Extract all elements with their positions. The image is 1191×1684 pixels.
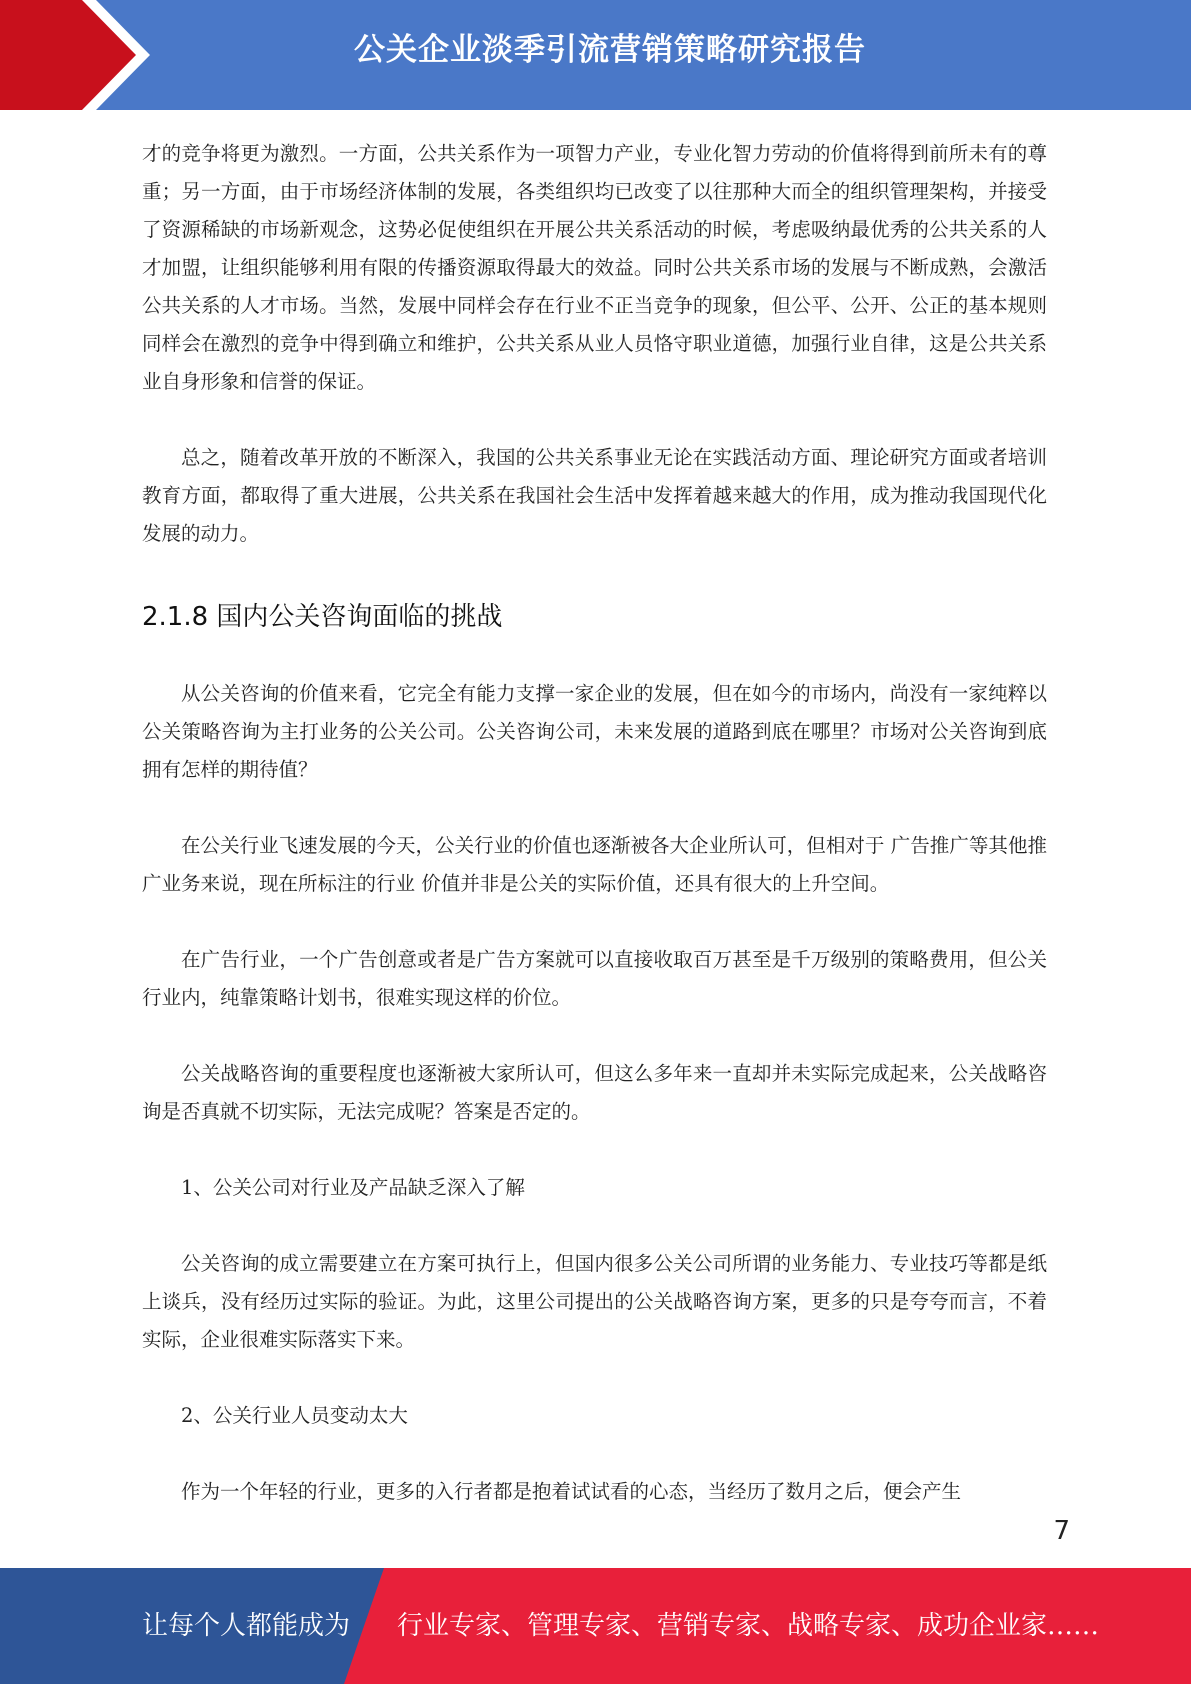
page-number: 7 — [1053, 1516, 1070, 1546]
footer-slogan-left: 让每个人都能成为 — [142, 1611, 351, 1641]
section-heading: 2.1.8 国内公关咨询面临的挑战 — [142, 602, 503, 632]
page-footer — [0, 1568, 1191, 1684]
page-header — [0, 0, 1191, 110]
paragraph: 从公关咨询的价值来看，它完全有能力支撑一家企业的发展，但在如今的市场内，尚没有一家纯粹以公关策略咨询为主打业务的公关公司。公关咨询公司，未来发展的道路到底在哪里？市场对公关咨询到底拥有怎样的期待值？ — [142, 682, 1047, 781]
report-title: 公关企业淡季引流营销策略研究报告 — [354, 32, 866, 68]
list-item-heading: 1、公关公司对行业及产品缺乏深入了解 — [181, 1176, 525, 1199]
paragraph: 作为一个年轻的行业，更多的入行者都是抱着试试看的心态，当经历了数月之后，便会产生 — [181, 1480, 962, 1503]
paragraph: 在广告行业，一个广告创意或者是广告方案就可以直接收取百万甚至是千万级别的策略费用，但公关行业内，纯靠策略计划书，很难实现这样的价位。 — [142, 948, 1047, 1009]
document-body — [142, 135, 1047, 1511]
paragraph: 公关战略咨询的重要程度也逐渐被大家所认可，但这么多年来一直却并未实际完成起来，公关战略咨询是否真就不切实际，无法完成呢？答案是否定的。 — [142, 1062, 1047, 1123]
list-item-heading: 2、公关行业人员变动太大 — [181, 1404, 408, 1427]
paragraph: 总之，随着改革开放的不断深入，我国的公共关系事业无论在实践活动方面、理论研究方面或者培训教育方面，都取得了重大进展，公共关系在我国社会生活中发挥着越来越大的作用，成为推动我国现代化发展的动力。 — [142, 446, 1047, 545]
paragraph: 在公关行业飞速发展的今天，公关行业的价值也逐渐被各大企业所认可，但相对于 广告推广等其他推广业务来说，现在所标注的行业 价值并非是公关的实际价值，还具有很大的上升空间。 — [142, 834, 1047, 895]
paragraph: 公关咨询的成立需要建立在方案可执行上，但国内很多公关公司所谓的业务能力、专业技巧等都是纸上谈兵，没有经历过实际的验证。为此，这里公司提出的公关战略咨询方案，更多的只是夸夸而言，不着实际，企业很难实际落实下来。 — [142, 1252, 1047, 1351]
paragraph: 才的竞争将更为激烈。一方面，公共关系作为一项智力产业，专业化智力劳动的价值将得到前所未有的尊重；另一方面，由于市场经济体制的发展，各类组织均已改变了以往那种大而全的组织管理架构，并接受了资源稀缺的市场新观念，这势必促使组织在开展公共关系活动的时候，考虑吸纳最优秀的公共关系的人才加盟，让组织能够利用有限的传播资源取得最大的效益。同时公共关系市场的发展与不断成熟，会激活公共关系的人才市场。当然，发展中同样会存在行业不正当竞争的现象，但公平、公开、公正的基本规则同样会在激烈的竞争中得到确立和维护，公共关系从业人员恪守职业道德，加强行业自律，这是公共关系业自身形象和信誉的保证。 — [142, 142, 1047, 393]
footer-slogan-right: 行业专家、管理专家、营销专家、战略专家、成功企业家…… — [397, 1611, 1100, 1641]
